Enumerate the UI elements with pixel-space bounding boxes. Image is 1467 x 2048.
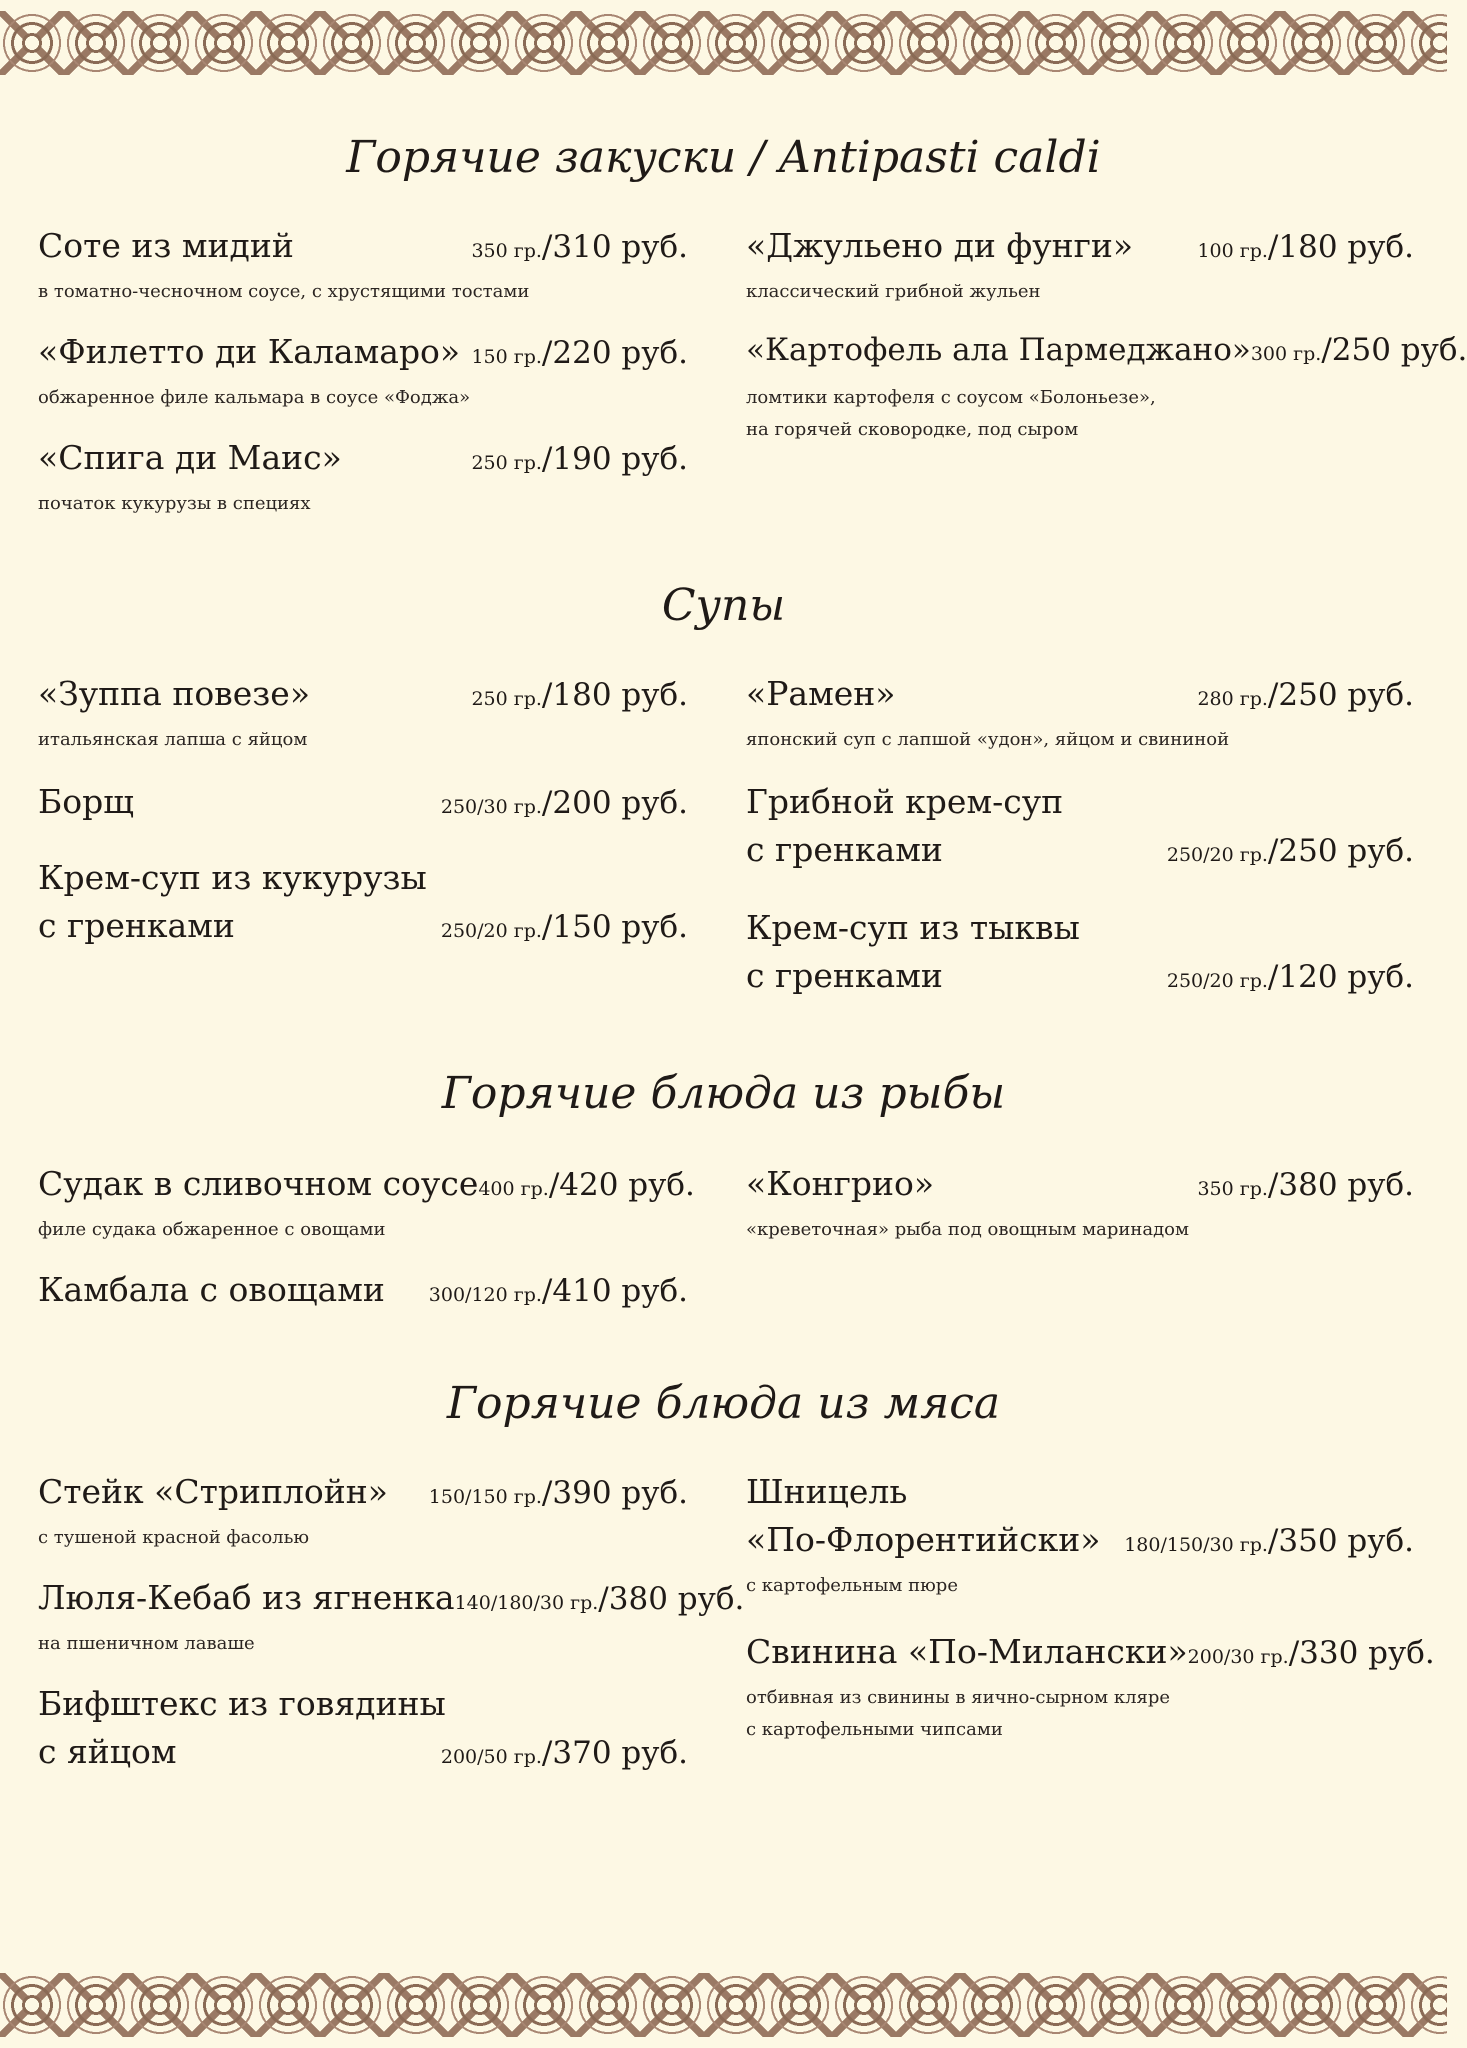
- item-price: 250/30 гр./200 руб.: [440, 785, 688, 821]
- item-description: в томатно-чесночном соусе, с хрустящими тостами: [38, 281, 530, 302]
- item-description: на пшеничном лаваше: [38, 1633, 255, 1654]
- menu-item: [38, 226, 688, 308]
- item-price: 250/20 гр./250 руб.: [1166, 833, 1414, 869]
- item-price: 300 гр./250 руб.: [1250, 332, 1467, 368]
- ornament-border-bottom: [0, 1962, 1447, 2048]
- item-name: Грибной крем-суп: [746, 782, 1064, 821]
- menu-item: [746, 782, 1414, 878]
- menu-item: [746, 1164, 1414, 1246]
- item-price: 150 гр./220 руб.: [471, 335, 688, 371]
- item-name: с гренками: [746, 830, 943, 869]
- item-name: «Конгрио»: [746, 1164, 935, 1203]
- item-name: Крем-суп из кукурузы: [38, 858, 427, 897]
- menu-item: [746, 226, 1414, 308]
- item-name: «Картофель ала Пармеджано»: [746, 332, 1251, 368]
- section-title-hot-appetizers: Горячие закуски / Antipasti caldi: [346, 132, 1101, 183]
- item-price: 150/150 гр./390 руб.: [428, 1475, 688, 1511]
- item-description: классический грибной жульен: [746, 281, 1041, 302]
- menu-item: [38, 782, 688, 830]
- item-name: Соте из мидий: [38, 226, 294, 265]
- item-description: «креветочная» рыба под овощным маринадом: [746, 1219, 1190, 1240]
- item-price: 200/30 гр./330 руб.: [1187, 1635, 1435, 1671]
- menu-item: [746, 332, 1467, 446]
- item-description: японский суп с лапшой «удон», яйцом и свининой: [746, 729, 1230, 750]
- menu-item: [746, 1472, 1414, 1602]
- section-title-soups: Супы: [661, 580, 786, 631]
- menu-item: [38, 1164, 695, 1246]
- item-description: на горячей сковородке, под сыром: [746, 419, 1079, 440]
- menu-item: [38, 1270, 688, 1318]
- item-name: «По-Флорентийски»: [746, 1520, 1101, 1559]
- item-price: 400 гр./420 руб.: [478, 1167, 695, 1203]
- menu-item: [38, 1578, 745, 1660]
- item-name: Борщ: [38, 782, 134, 821]
- item-name: Люля-Кебаб из ягненка: [38, 1578, 455, 1617]
- item-description: с тушеной красной фасолью: [38, 1527, 310, 1548]
- item-price: 200/50 гр./370 руб.: [440, 1735, 688, 1771]
- item-name: «Зуппа повезе»: [38, 674, 311, 713]
- item-description: с картофельным пюре: [746, 1575, 958, 1596]
- item-name: с гренками: [38, 906, 235, 945]
- item-name: Судак в сливочном соусе: [38, 1164, 479, 1203]
- item-price: 300/120 гр./410 руб.: [428, 1273, 688, 1309]
- item-name: Крем-суп из тыквы: [746, 908, 1080, 947]
- item-description: отбивная из свинины в яично-сырном кляре: [746, 1687, 1171, 1708]
- section-title-fish: Горячие блюда из рыбы: [441, 1068, 1006, 1119]
- item-description: ломтики картофеля с соусом «Болоньезе»,: [746, 387, 1156, 408]
- item-description: филе судака обжаренное с овощами: [38, 1219, 386, 1240]
- menu-item: [38, 858, 688, 954]
- item-price: 140/180/30 гр./380 руб.: [454, 1581, 745, 1617]
- menu-item: [38, 1684, 688, 1780]
- menu-item: [38, 1472, 688, 1554]
- item-name: с яйцом: [38, 1732, 177, 1771]
- menu-item: [746, 674, 1414, 756]
- section-title-meat: Горячие блюда из мяса: [446, 1378, 1001, 1429]
- item-price: 250/20 гр./150 руб.: [440, 909, 688, 945]
- item-description: обжаренное филе кальмара в соусе «Фоджа»: [38, 387, 471, 408]
- item-name: «Спига ди Маис»: [38, 438, 342, 477]
- item-price: 280 гр./250 руб.: [1197, 677, 1414, 713]
- item-price: 350 гр./310 руб.: [471, 229, 688, 265]
- item-name: с гренками: [746, 956, 943, 995]
- item-price: 100 гр./180 руб.: [1197, 229, 1414, 265]
- item-price: 250/20 гр./120 руб.: [1166, 959, 1414, 995]
- menu-item: [746, 908, 1414, 1004]
- menu-item: [38, 674, 688, 756]
- item-description: початок кукурузы в специях: [38, 493, 311, 514]
- ornament-border-top: [0, 0, 1447, 86]
- item-price: 180/150/30 гр./350 руб.: [1124, 1523, 1414, 1559]
- item-name: Шницель: [746, 1472, 908, 1511]
- item-name: Стейк «Стриплойн»: [38, 1472, 388, 1511]
- item-price: 250 гр./190 руб.: [471, 441, 688, 477]
- item-name: «Рамен»: [746, 674, 896, 713]
- item-name: «Филетто ди Каламаро»: [38, 332, 461, 371]
- item-name: Бифштекс из говядины: [38, 1684, 446, 1723]
- item-description: итальянская лапша с яйцом: [38, 729, 308, 750]
- item-price: 350 гр./380 руб.: [1197, 1167, 1414, 1203]
- item-price: 250 гр./180 руб.: [471, 677, 688, 713]
- item-name: «Джульено ди фунги»: [746, 226, 1134, 265]
- item-name: Камбала с овощами: [38, 1270, 385, 1309]
- menu-item: [746, 1632, 1435, 1746]
- item-name: Свинина «По-Милански»: [746, 1632, 1188, 1671]
- item-description: с картофельными чипсами: [746, 1719, 1003, 1740]
- menu-item: [38, 332, 688, 414]
- menu-item: [38, 438, 688, 520]
